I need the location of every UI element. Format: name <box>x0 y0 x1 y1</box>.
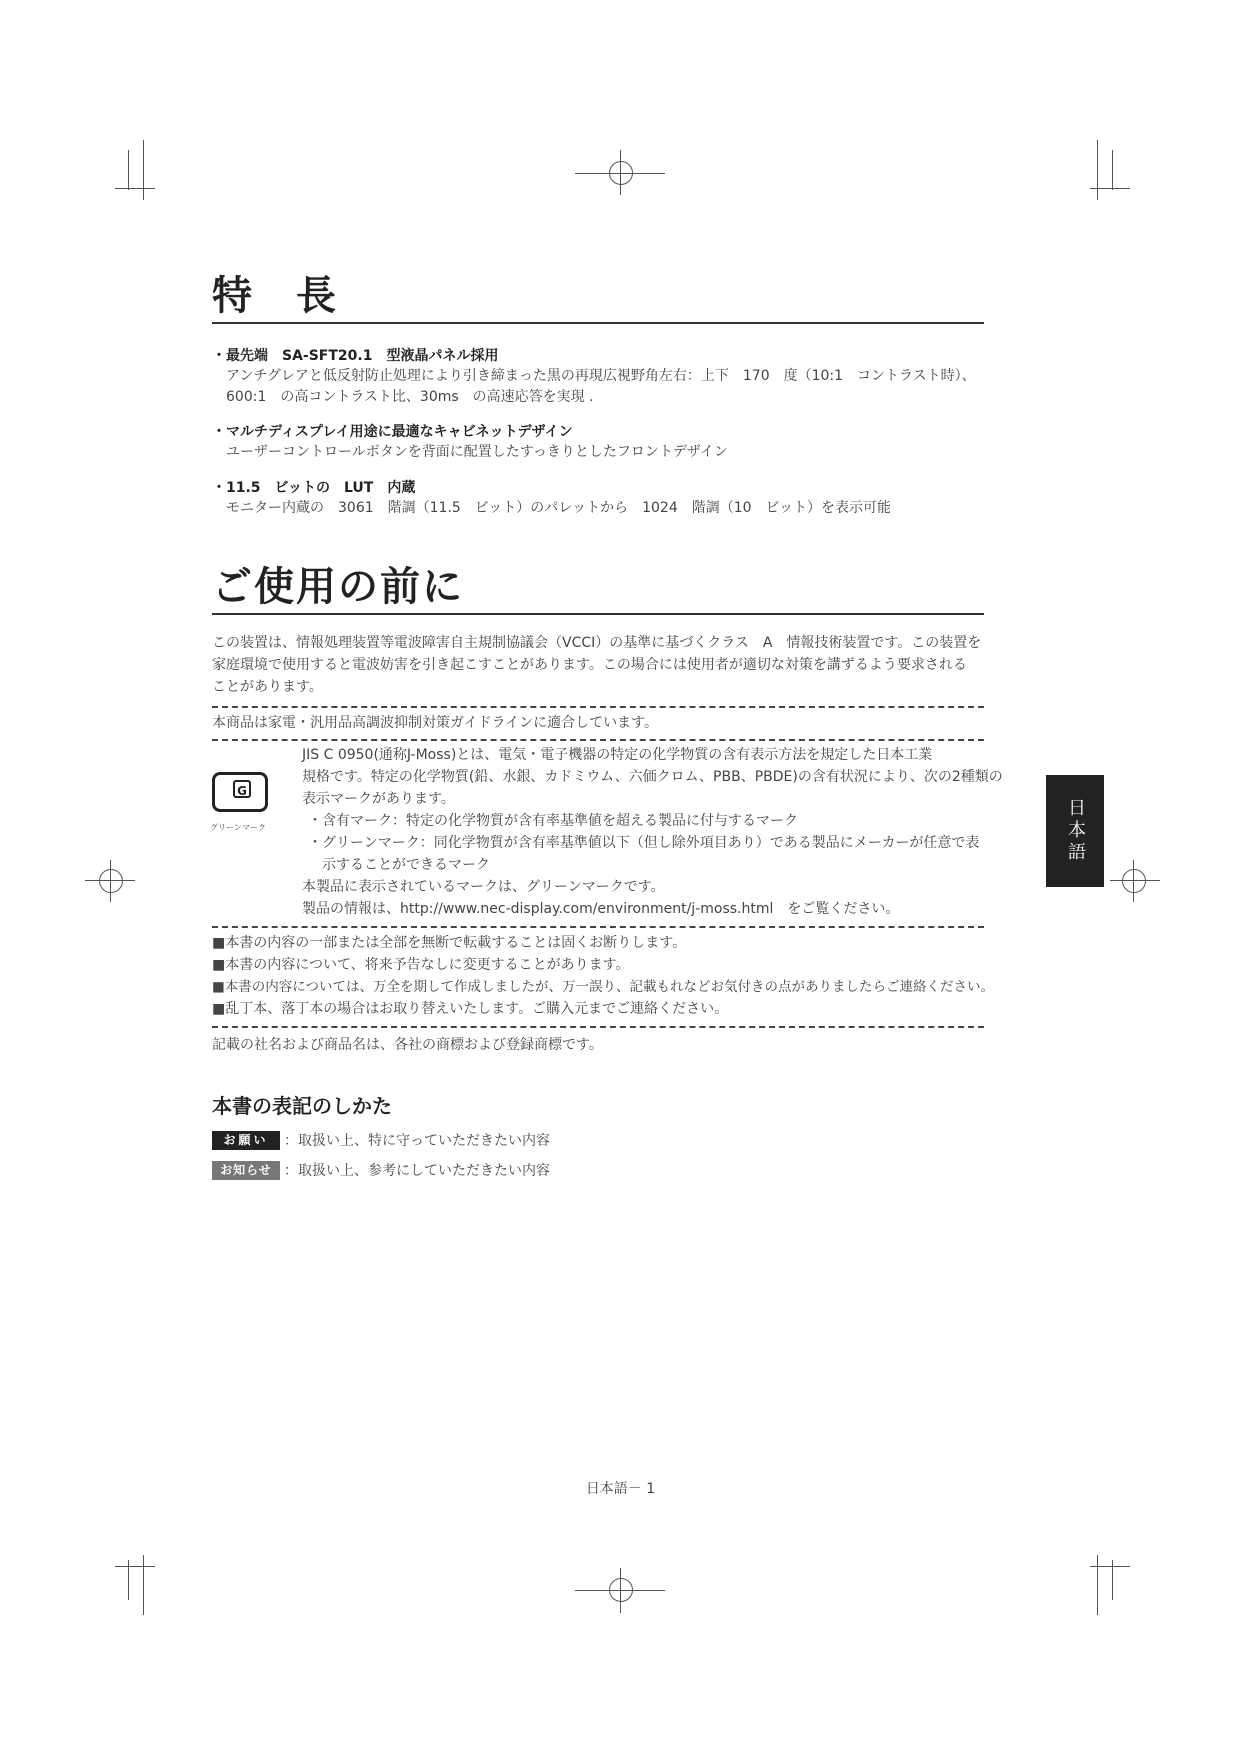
jmoss-line: JIS C 0950(通称J-Moss)とは、電気・電子機器の特定の化学物質の含有表示方法を規定した日本工業 <box>302 747 933 763</box>
jmoss-description <box>302 744 1022 920</box>
feature-desc-line: ユーザーコントロールボタンを背面に配置したすっきりとしたフロントデザイン <box>226 444 728 460</box>
crop-mark <box>115 1566 155 1567</box>
before-use-heading: ご使用の前に <box>212 564 464 610</box>
heading-rule <box>212 322 984 324</box>
notice-line: ■本書の内容については、万全を期して作成しましたが、万一誤り、記載もれなどお気付きの点がありましたらご連絡ください。 <box>212 979 994 995</box>
feature-desc-line: モニター内蔵の 3061 階調（11.5 ビット）のパレットから 1024 階調（10 ビット）を表示可能 <box>226 500 891 516</box>
jmoss-line: ・含有マーク：特定の化学物質が含有率基準値を超える製品に付与するマーク <box>308 813 798 829</box>
green-mark-caption: グリーンマーク <box>210 823 266 832</box>
trademark-notice: 記載の社名および商品名は、各社の商標および登録商標です。 <box>212 1037 603 1053</box>
notice-line: ■本書の内容について、将来予告なしに変更することがあります。 <box>212 957 630 973</box>
notices <box>212 932 1022 1020</box>
harmonic-notice: 本商品は家電・汎用品高調波抑制対策ガイドラインに適合しています。 <box>212 715 659 731</box>
jmoss-url-line: 製品の情報は、http://www.nec-display.com/environment/j-moss.html をご覧ください。 <box>302 901 900 917</box>
jmoss-line: ・グリーンマーク：同化学物質が含有率基準値以下（但し除外項目あり）である製品にメーカーが任意で表 <box>308 835 980 851</box>
dashed-divider <box>212 926 984 928</box>
notice-line: ■本書の内容の一部または全部を無断で転載することは固くお断りします。 <box>212 935 687 951</box>
jmoss-line: 本製品に表示されているマークは、グリーンマークです。 <box>302 879 665 895</box>
feature-desc-line: アンチグレアと低反射防止処理により引き締まった黒の再現広視野角左右：上下 170 度（10:1 コントラスト時）、 <box>226 368 976 384</box>
feature-item <box>212 346 1042 408</box>
crop-mark <box>128 1560 129 1600</box>
green-mark-letter: G <box>233 780 251 798</box>
feature-item <box>212 478 1042 519</box>
feature-title: ・マルチディスプレイ用途に最適なキャビネットデザイン <box>212 424 573 440</box>
crop-mark <box>1090 188 1130 189</box>
crop-mark <box>1097 1555 1098 1615</box>
jmoss-line: 規格です。特定の化学物質(鉛、水銀、カドミウム、六価クロム、PBB、PBDE)の含有状況により、次の2種類の <box>302 769 1003 785</box>
registration-mark <box>609 1578 633 1602</box>
jmoss-line: 示することができるマーク <box>308 857 490 873</box>
dashed-divider <box>212 1026 984 1028</box>
dashed-divider <box>212 706 984 708</box>
crop-mark <box>1112 1560 1113 1600</box>
registration-mark <box>1122 869 1146 893</box>
feature-title: ・最先端 SA-SFT20.1 型液晶パネル採用 <box>212 348 499 364</box>
registration-mark <box>99 869 123 893</box>
page-number: 日本語－ 1 <box>585 1481 656 1497</box>
onegai-tag: お願い <box>212 1131 280 1150</box>
jmoss-line: 表示マークがあります。 <box>302 791 455 807</box>
dashed-divider <box>212 739 984 741</box>
crop-mark <box>143 1555 144 1615</box>
crop-mark <box>128 150 129 190</box>
crop-mark <box>1097 140 1098 200</box>
feature-desc-line: 600:1 の高コントラスト比、30ms の高速応答を実現 . <box>226 389 594 405</box>
legend-text: ：取扱い上、特に守っていただきたい内容 <box>284 1133 550 1149</box>
notation-heading: 本書の表記のしかた <box>212 1094 392 1118</box>
oshirase-tag: お知らせ <box>212 1161 280 1180</box>
crop-mark <box>115 188 155 189</box>
features-heading: 特 長 <box>212 273 338 319</box>
vcci-line: ことがあります。 <box>212 679 323 695</box>
registration-mark <box>609 161 633 185</box>
vcci-line: 家庭環境で使用すると電波妨害を引き起こすことがあります。この場合には使用者が適切な対策を講ずるよう要求される <box>212 657 967 673</box>
heading-rule <box>212 613 984 615</box>
notice-line: ■乱丁本、落丁本の場合はお取り替えいたします。ご購入元までご連絡ください。 <box>212 1001 729 1017</box>
vcci-line: この装置は、情報処理装置等電波障害自主規制協議会（VCCI）の基準に基づくクラス A 情報技術装置です。この装置を <box>212 635 982 651</box>
legend-row <box>212 1130 550 1150</box>
vcci-notice <box>212 632 1022 698</box>
feature-item <box>212 422 1042 463</box>
crop-mark <box>143 140 144 200</box>
language-tab: 日本語 <box>1046 775 1104 887</box>
legend-text: ：取扱い上、参考にしていただきたい内容 <box>284 1163 550 1179</box>
crop-mark <box>1090 1566 1130 1567</box>
crop-mark <box>1112 150 1113 190</box>
feature-title: ・11.5 ビットの LUT 内蔵 <box>212 480 416 496</box>
legend-row <box>212 1160 550 1180</box>
